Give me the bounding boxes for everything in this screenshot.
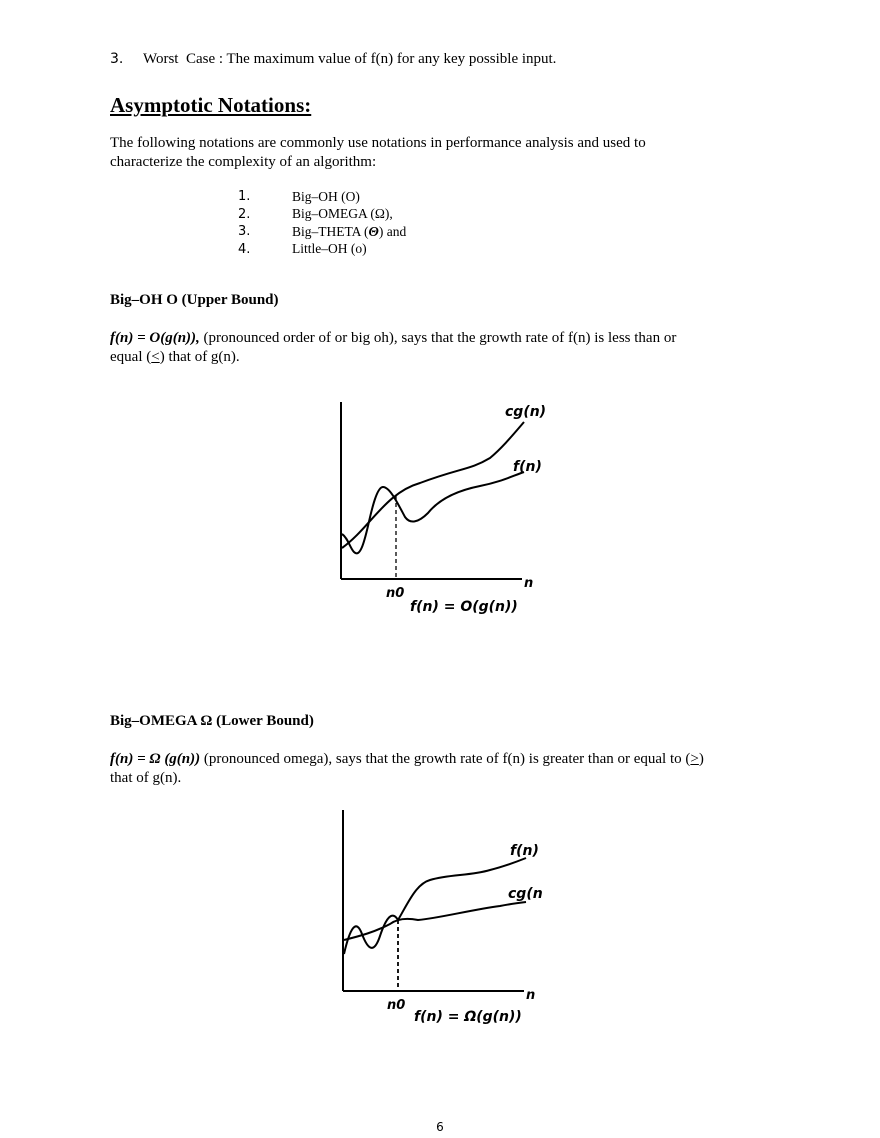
list-item-number: 1. (238, 189, 251, 205)
list-item (238, 206, 406, 224)
big-oh-description (110, 329, 710, 367)
list-item (238, 241, 406, 259)
n-axis-label: n (526, 988, 536, 1003)
list-item-number: 3. (238, 224, 251, 240)
item-number: 3. (110, 51, 124, 67)
intro-paragraph: The following notations are commonly use notations in performance analysis and used to characterize the complexity of an algorithm: (110, 135, 646, 170)
big-omega-expression: f(n) = Ω (g(n)) (110, 751, 201, 767)
label-before: Big–THETA ( (292, 223, 369, 239)
list-item-number: 4. (238, 241, 251, 257)
list-item-label: Little–OH (o) (292, 241, 367, 257)
big-omega-graph (330, 808, 560, 1033)
n-axis-label: n (524, 576, 534, 591)
big-oh-graph (330, 398, 560, 623)
big-omega-description (110, 750, 710, 788)
big-oh-title: Big–OH O (Upper Bound) (110, 292, 279, 308)
list-item-label: Big–OMEGA (Ω), (292, 206, 393, 222)
big-omega-title: Big–OMEGA Ω (Lower Bound) (110, 713, 314, 729)
theta-symbol: Θ (368, 223, 379, 239)
page-number: 6 (436, 1120, 444, 1134)
cg-curve (344, 902, 526, 940)
section-heading: Asymptotic Notations: (110, 93, 312, 117)
label-after: ) and (378, 223, 407, 239)
f-label: f(n) (513, 459, 542, 475)
f-curve (342, 472, 524, 553)
less-equal-symbol: < (151, 349, 160, 365)
n0-label: n0 (386, 586, 405, 601)
list-item (238, 223, 406, 241)
f-label: f(n) (510, 843, 539, 859)
big-omega-text-after: ) that of g(n). (110, 751, 704, 786)
list-item-label (292, 224, 406, 240)
graph-caption: f(n) = O(g(n)) (410, 599, 518, 615)
big-omega-text-before: (pronounced omega), says that the growth rate of f(n) is greater than or equal to ( (200, 751, 691, 767)
big-oh-expression: f(n) = O(g(n)), (110, 330, 200, 346)
list-item-number: 2. (238, 206, 251, 222)
worst-case-text: Worst Case : The maximum value of f(n) for any key possible input. (143, 51, 557, 67)
cg-label: cg(n (508, 886, 543, 902)
cg-curve (342, 422, 524, 548)
big-oh-text-after: ) that of g(n). (159, 349, 240, 365)
list-item (238, 188, 406, 206)
notation-list (238, 188, 406, 258)
big-oh-text-before: (pronounced order of or big oh), says that the growth rate of f(n) is less than or equal ( (110, 330, 677, 365)
graph-caption: f(n) = Ω(g(n)) (414, 1009, 522, 1025)
list-item-label: Big–OH (O) (292, 188, 360, 204)
worst-case-item (110, 51, 556, 68)
cg-label: cg(n) (505, 404, 547, 420)
greater-equal-symbol: > (690, 751, 699, 767)
n0-label: n0 (387, 998, 406, 1013)
